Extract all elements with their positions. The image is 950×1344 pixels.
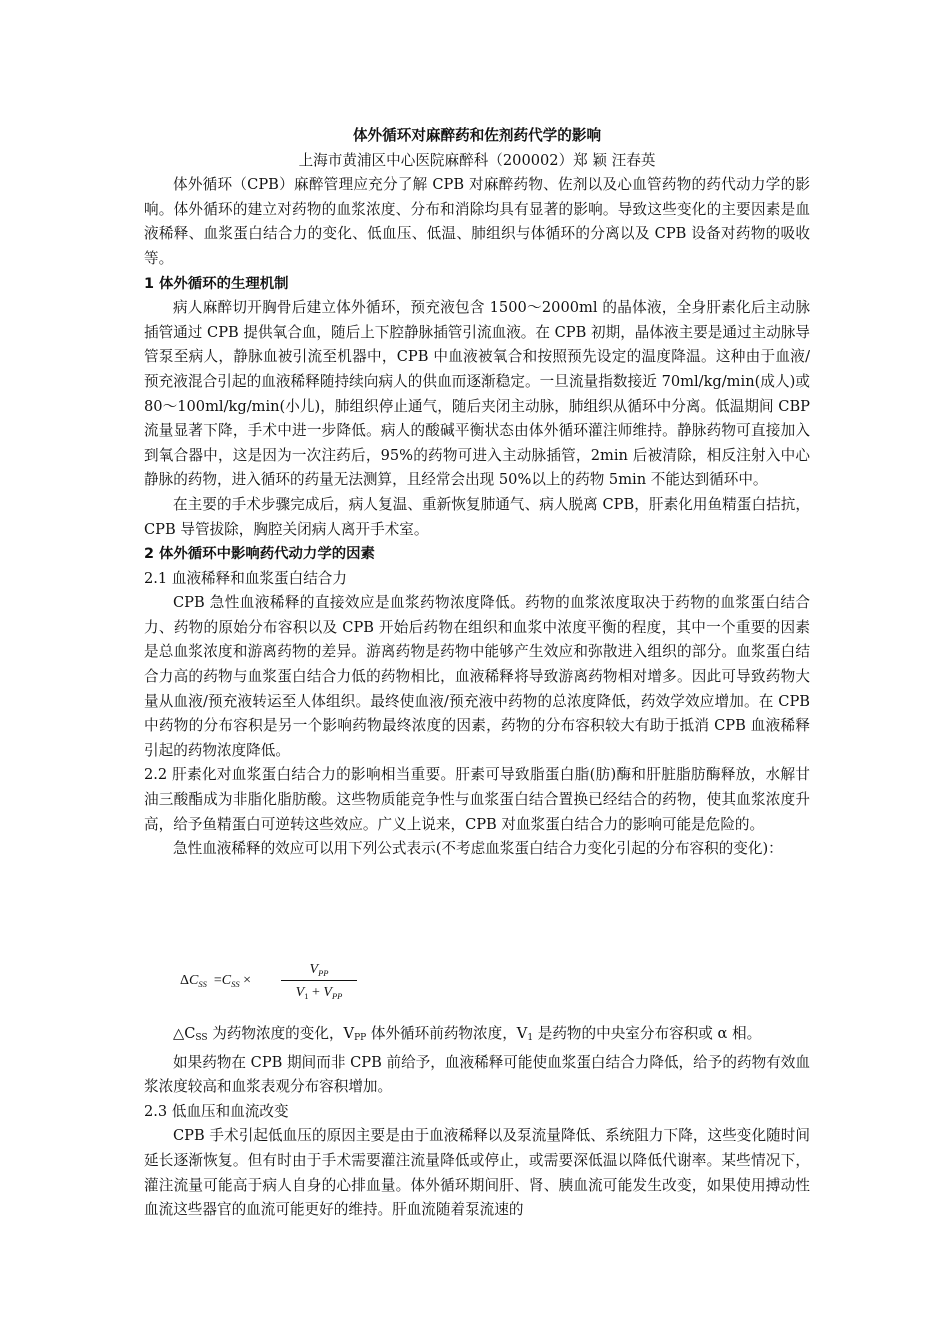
section-2-3-heading: 2.3 低血压和血流改变 bbox=[144, 1102, 289, 1120]
section-2-2-paragraph-3: 如果药物在 CPB 期间而非 CPB 前给予，血液稀释可能使血浆蛋白结合力降低，给予的药物有效血浆浓度较高和血浆表观分布容积增加。 bbox=[144, 1053, 810, 1096]
formula-legend: $\triangle C_{SS}$ 为药物浓度的变化，$V_{PP}$ 体外循环前药物浓度，$V_1$ 是药物的中央室分布容积或 α 相。 bbox=[173, 1025, 762, 1043]
section-2-1-heading: 2.1 血液稀释和血浆蛋白结合力 bbox=[144, 569, 347, 587]
dilution-formula bbox=[180, 960, 380, 1008]
document-body-top bbox=[144, 124, 810, 862]
document-title: 体外循环对麻醉药和佐剂药代学的影响 bbox=[352, 127, 602, 144]
section-2-2-paragraph-2: 急性血液稀释的效应可以用下列公式表示(不考虑血浆蛋白结合力变化引起的分布容积的变化)： bbox=[173, 840, 783, 858]
section-1-paragraph-2: 在主要的手术步骤完成后，病人复温、重新恢复肺通气、病人脱离 CPB，肝素化用鱼精蛋白拮抗，CPB 导管拔除，胸腔关闭病人离开手术室。 bbox=[144, 495, 810, 538]
formula-numerator: $V_{PP}$ bbox=[309, 962, 329, 978]
formula-denominator: $V_1 + V_{PP}$ bbox=[295, 985, 343, 1001]
formula-left-side: $\Delta C_{SS} =C_{SS}$ × bbox=[180, 973, 252, 989]
intro-paragraph: 体外循环（CPB）麻醉管理应充分了解 CPB 对麻醉药物、佐剂以及心血管药物的药代动力学的影响。体外循环的建立对药物的血浆浓度、分布和消除均具有显著的影响。导致这些变化的主要因素是血液稀释、血浆蛋白结合力的变化、低血压、低温、肺组织与体循环的分离以及 CPB 设备对药物的吸收等。 bbox=[144, 176, 810, 267]
section-2-2-paragraph-1: 2.2 肝素化对血浆蛋白结合力的影响相当重要。肝素可导致脂蛋白脂(肪)酶和肝脏脂肪酶释放，水解甘油三酸酯成为非脂化脂肪酸。这些物质能竞争性与血浆蛋白结合置换已经结合的药物，使其血浆浓度升高，给予鱼精蛋白可逆转这些效应。广义上说来，CPB 对血浆蛋白结合力的影响可能是危险的。 bbox=[144, 766, 810, 833]
document-body-bottom bbox=[144, 1022, 810, 1223]
section-2-heading: 2 体外循环中影响药代动力学的因素 bbox=[144, 546, 375, 563]
section-2-3-paragraph: CPB 手术引起低血压的原因主要是由于血液稀释以及泵流量降低、系统阻力下降，这些变化随时间延长逐渐恢复。但有时由于手术需要灌注流量降低或停止，或需要深低温以降低代谢率。某些情况下，灌注流量可能高于病人自身的心排血量。体外循环期间肝、肾、胰血流可能发生改变，如果使用搏动性血流这些器官的血流可能更好的维持。肝血流随着泵流速的 bbox=[144, 1127, 810, 1219]
section-1-paragraph-1: 病人麻醉切开胸骨后建立体外循环，预充液包含 1500～2000ml 的晶体液，全身肝素化后主动脉插管通过 CPB 提供氧合血，随后上下腔静脉插管引流血液。在 CPB 初期，晶体液主要是通过主动脉导管泵至病人，静脉血被引流至机器中，CPB 中血液被氧合和按照预先设定的温度降温。这种由于血液/预充液混合引起的血液稀释随持续向病人的供血而逐渐稳定。一旦流量指数接近 70ml/kg/min(成人)或 80～100ml/kg/min(小儿)，肺组织停止通气，随后夹闭主动脉，肺组织从循环中分离。低温期间 CBP 流量显著下降，手术中进一步降低。病人的酸碱平衡状态由体外循环灌注师维持。静脉药物可直接加入到氧合器中，这是因为一次注药后，95%的药物可进入主动脉插管，2min 后被清除，相反注射入中心静脉的药物，进入循环的药量无法测算，且经常会出现 50%以上的药物 5min 不能达到循环中。 bbox=[144, 299, 810, 489]
section-1-heading: 1 体外循环的生理机制 bbox=[144, 275, 289, 292]
formula-fraction bbox=[281, 960, 357, 1003]
section-2-1-paragraph: CPB 急性血液稀释的直接效应是血浆药物浓度降低。药物的血浆浓度取决于药物的血浆蛋白结合力、药物的原始分布容积以及 CPB 开始后药物在组织和血浆中浓度平衡的程度，其中一个重要的因素是总血浆浓度和游离药物的差异。游离药物是药物中能够产生效应和弥散进入组织的部分。血浆蛋白结合力高的药物与血浆蛋白结合力低的药物相比，血液稀释将导致游离药物相对增多。因此可导致药物大量从血液/预充液转运至人体组织。最终使血液/预充液中药物的总浓度降低，药效学效应增加。在 CPB 中药物的分布容积是另一个影响药物最终浓度的因素，药物的分布容积较大有助于抵消 CPB 血液稀释引起的药物浓度降低。 bbox=[144, 594, 810, 759]
formula-fraction-bar bbox=[281, 980, 357, 981]
document-authors: 上海市黄浦区中心医院麻醉科（200002）郑 颖 汪春英 bbox=[298, 151, 656, 169]
